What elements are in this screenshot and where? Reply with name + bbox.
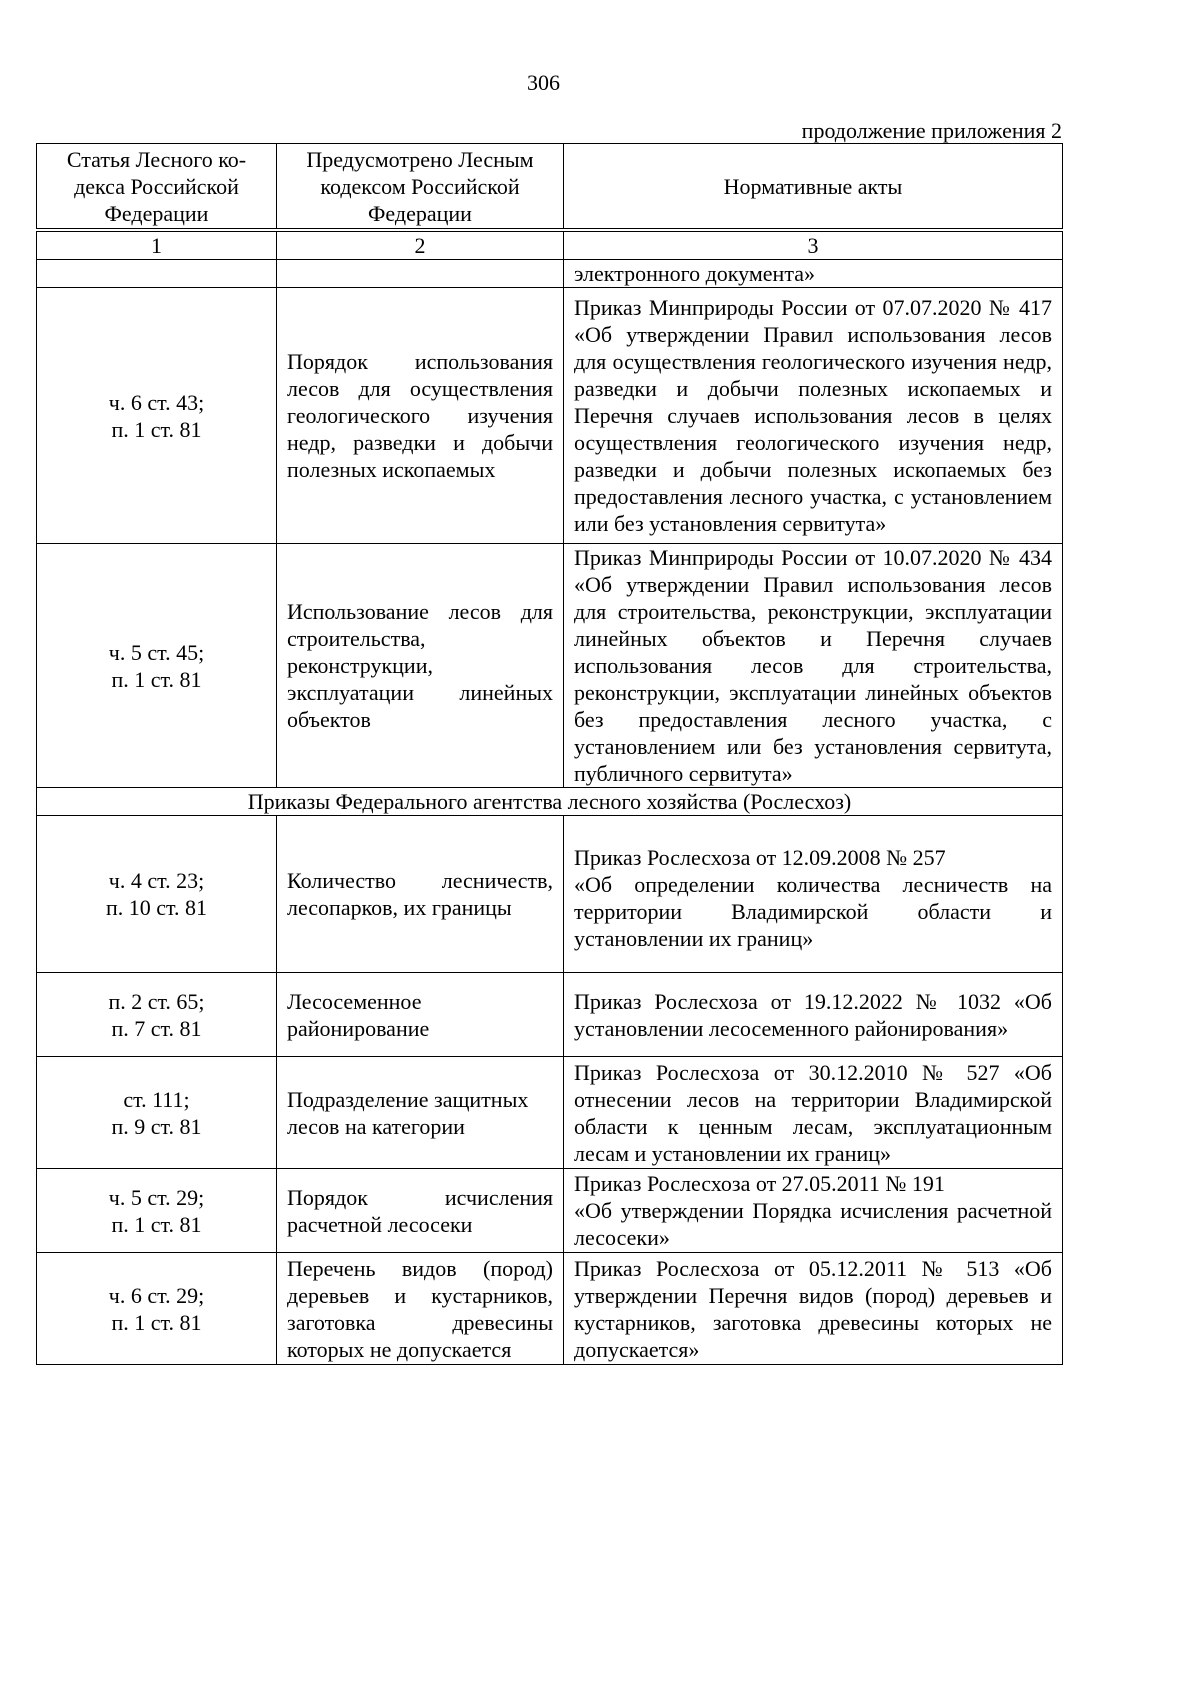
subject-cell	[277, 260, 564, 288]
continuation-note: продолжение приложения 2	[801, 118, 1062, 143]
act-cell	[564, 816, 1063, 973]
subject-line: лесов на категории	[287, 1113, 465, 1139]
article-line: п. 9 ст. 81	[111, 1113, 202, 1139]
subject-cell: Использование лесов для строительства, реконструкции, эксплуатации линейных объектов	[277, 544, 564, 788]
article-line: п. 7 ст. 81	[111, 1015, 202, 1041]
article-cell	[37, 1169, 277, 1253]
regulations-table	[36, 143, 1063, 1365]
column-number: 3	[564, 230, 1063, 260]
subject-cell: Порядок исчисления расчетной лесосеки	[277, 1169, 564, 1253]
table-row	[37, 260, 1063, 288]
article-cell	[37, 816, 277, 973]
article-line: ч. 5 ст. 29;	[108, 1184, 205, 1210]
act-cell	[564, 1169, 1063, 1253]
act-cell: Приказ Минприроды России от 10.07.2020 № 434 «Об утверждении Правил использования лесов для строительства, реконструкции, эксплуатации линейных объектов и Перечня случаев использования лесов для строительства, реконструкции, эксплуатации линейных объектов без предоставления лесного участка, с установлением или без установления сервитута, публичного сервитута»	[564, 544, 1063, 788]
article-line: п. 1 ст. 81	[111, 416, 202, 442]
table-row	[37, 1057, 1063, 1169]
table-header-row	[37, 144, 1063, 231]
act-cell: Приказ Минприроды России от 07.07.2020 № 417 «Об утверждении Правил использования лесов для осуществления геологического изучения недр, разведки и добычи полезных ископаемых и Перечня случаев использования лесов в целях осуществления геологического изучения недр, разведки и добычи полезных ископаемых без предоставления лесного участка, с установлением или без установления сервитута»	[564, 288, 1063, 544]
subject-cell	[277, 1057, 564, 1169]
act-cell: Приказ Рослесхоза от 19.12.2022 № 1032 «Об установлении лесосеменного районирования»	[564, 973, 1063, 1057]
article-cell	[37, 260, 277, 288]
article-line: п. 10 ст. 81	[106, 895, 207, 920]
header-acts: Нормативные акты	[564, 144, 1063, 231]
article-line: ст. 111;	[123, 1086, 190, 1112]
article-line: п. 1 ст. 81	[111, 1309, 202, 1335]
column-number: 1	[37, 230, 277, 260]
article-line: п. 1 ст. 81	[111, 666, 202, 692]
act-line: «Об утверждении Порядка исчисления расчетной лесосеки»	[574, 1198, 1052, 1250]
subject-cell: Перечень видов (пород) деревьев и кустарников, заготовка древесины которых не допускается	[277, 1253, 564, 1365]
subject-line: Подразделение защитных	[287, 1086, 529, 1112]
article-cell	[37, 1253, 277, 1365]
subject-cell: Количество лесничеств, лесопарков, их границы	[277, 816, 564, 973]
article-line: ч. 6 ст. 43;	[108, 389, 205, 415]
page-number: 306	[527, 70, 560, 95]
table-row	[37, 973, 1063, 1057]
table-row	[37, 1169, 1063, 1253]
article-line: ч. 5 ст. 45;	[108, 639, 205, 665]
article-cell	[37, 973, 277, 1057]
article-line: п. 2 ст. 65;	[108, 988, 205, 1014]
article-line: п. 1 ст. 81	[111, 1211, 202, 1237]
section-title: Приказы Федерального агентства лесного хозяйства (Рослесхоз)	[37, 788, 1063, 816]
act-line: Приказ Рослесхоза от 12.09.2008 № 257	[574, 845, 946, 870]
section-title-row	[37, 788, 1063, 816]
article-cell	[37, 288, 277, 544]
column-number: 2	[277, 230, 564, 260]
header-subject: Предусмотрено Лесным кодексом Российской Федерации	[277, 144, 564, 231]
subject-cell: Порядок использования лесов для осуществления геологического изучения недр, разведки и добычи полезных ископаемых	[277, 288, 564, 544]
column-number-row	[37, 230, 1063, 260]
act-line: Приказ Рослесхоза от 27.05.2011 № 191	[574, 1171, 945, 1196]
table-row	[37, 1253, 1063, 1365]
table-row	[37, 288, 1063, 544]
act-cell: Приказ Рослесхоза от 05.12.2011 № 513 «Об утверждении Перечня видов (пород) деревьев и кустарников, заготовка древесины которых не допускается»	[564, 1253, 1063, 1365]
table-row	[37, 544, 1063, 788]
article-line: ч. 4 ст. 23;	[108, 868, 205, 893]
act-line: «Об определении количества лесничеств на территории Владимирской области и установлении их границ»	[574, 872, 1052, 951]
subject-cell: Лесосеменное районирование	[277, 973, 564, 1057]
header-article: Статья Лесного ко- декса Российской Федерации	[37, 144, 277, 231]
article-line: ч. 6 ст. 29;	[108, 1282, 205, 1308]
article-cell	[37, 1057, 277, 1169]
table-row	[37, 816, 1063, 973]
article-cell	[37, 544, 277, 788]
act-cell: электронного документа»	[564, 260, 1063, 288]
act-cell: Приказ Рослесхоза от 30.12.2010 № 527 «Об отнесении лесов на территории Владимирской области к ценным лесам, эксплуатационным лесам и установлении их границ»	[564, 1057, 1063, 1169]
